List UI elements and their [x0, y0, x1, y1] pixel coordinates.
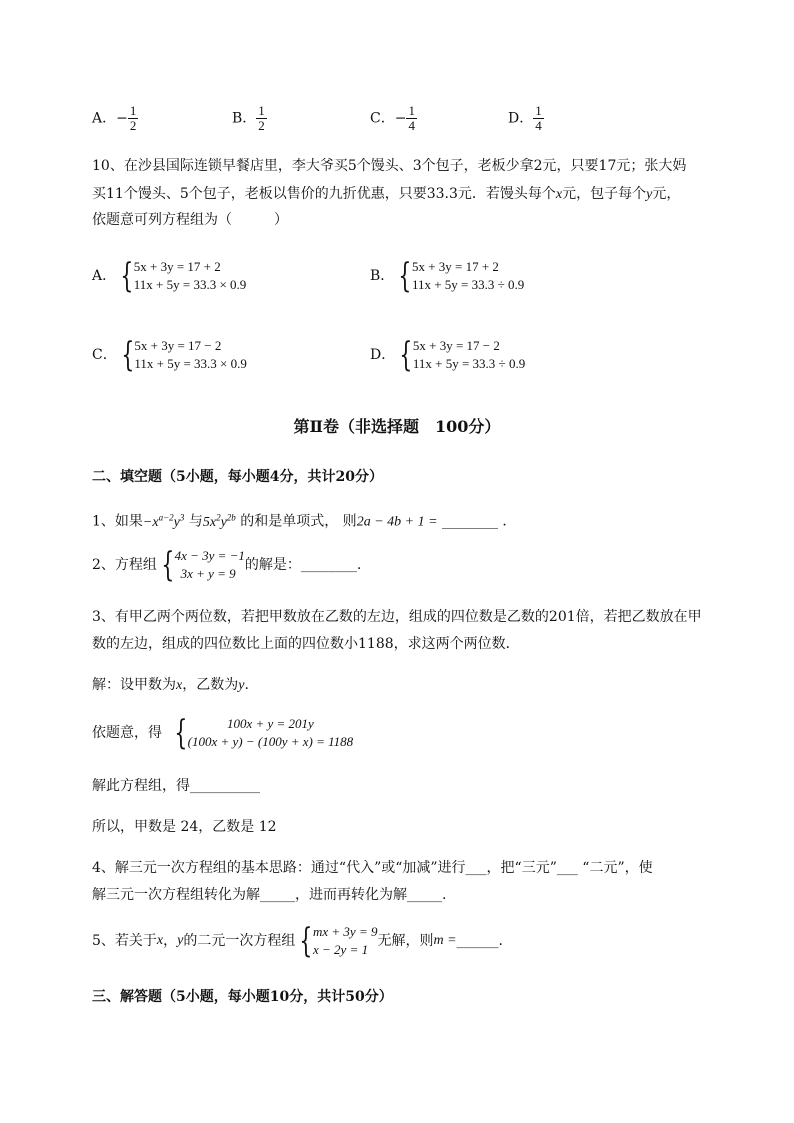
variable-x: x: [176, 678, 183, 693]
exponent: 3: [179, 512, 185, 522]
exponent: a−2: [158, 512, 174, 522]
text: ，: [163, 933, 178, 949]
term-1: [142, 512, 185, 530]
equation-system: [92, 715, 353, 751]
text: 元，: [652, 186, 681, 202]
text: 的和是单项式， 则: [240, 513, 357, 530]
equations: [413, 337, 525, 373]
text: 无解，则: [377, 933, 434, 949]
variable-x: x: [156, 933, 164, 948]
q10-line3: 依题意可列方程组为（ ）: [92, 212, 288, 228]
equation-1: mx + 3y = 9: [313, 924, 378, 939]
equation-system: [92, 258, 246, 294]
fill-question-3-solution: [92, 675, 249, 696]
option-label: C．: [92, 347, 117, 363]
equations: [134, 258, 247, 294]
fill-question-3-system: [92, 715, 353, 751]
text: 1、如果: [92, 513, 143, 530]
q10-option-d: [370, 337, 525, 373]
denominator: 4: [408, 118, 415, 133]
denominator: 2: [258, 118, 265, 133]
text: 依题意，得: [92, 725, 162, 741]
section3-heading: 三、解答题（5小题，每小题10分，共计50分）: [92, 989, 393, 1005]
text: 与: [188, 513, 203, 530]
q10-option-a: [92, 258, 246, 294]
fill-question-1: [92, 507, 516, 533]
equation-system: [370, 337, 525, 373]
brace-icon: {: [398, 256, 412, 296]
denominator: 2: [129, 118, 137, 133]
fill-question-3-line1: 3、有甲乙两个两位数，若把甲数放在乙数的左边，组成的四位数是乙数的201倍，若把乙数放在甲: [92, 609, 702, 625]
equation-1: 100x + y = 201y: [226, 716, 314, 731]
equation-system: [92, 923, 503, 959]
fill-question-3-solve: 解此方程组，得__________: [92, 778, 260, 794]
q10-option-b: [370, 258, 524, 294]
text: .: [244, 677, 249, 693]
base: −x: [142, 514, 159, 530]
q9-option-c: [370, 104, 417, 133]
text: 买11个馒头、5个包子，老板以售价的九折优惠，只要33.3元．若馒头每个: [92, 186, 556, 202]
part2-title: 第Ⅱ卷（非选择题 100分）: [293, 417, 501, 436]
fill-question-4-line2: 解三元一次方程组转化为解_____，进而再转化为解_____.: [92, 887, 447, 903]
option-label: A．: [92, 110, 117, 127]
answer-blank: ________ ．: [437, 513, 517, 530]
base: y: [173, 514, 180, 530]
text: 的解是：________.: [244, 557, 362, 573]
expression: 2a − 4b + 1 =: [356, 514, 438, 530]
equation-2: 3x + y = 9: [180, 566, 236, 581]
option-label: D．: [370, 347, 396, 363]
equation-2: (100x + y) − (100y + x) = 1188: [187, 734, 354, 749]
fraction: [256, 104, 267, 133]
equation-1: 5x + 3y = 17 − 2: [134, 338, 222, 353]
brace-icon: {: [174, 713, 188, 753]
equations: [134, 337, 247, 373]
option-label: B．: [370, 268, 395, 284]
equation-2: 11x + 5y = 33.3 × 0.9: [134, 356, 247, 371]
text: 元，包子每个: [562, 186, 647, 202]
equation-1: 4x − 3y = −1: [174, 548, 245, 563]
q9-option-b: [232, 104, 267, 133]
base: 5x: [202, 514, 217, 530]
equation-system: [92, 337, 247, 373]
term-2: [202, 512, 236, 530]
fill-question-5: [92, 923, 503, 959]
option-label: D．: [508, 110, 534, 127]
equation-1: 5x + 3y = 17 + 2: [133, 259, 221, 274]
fill-question-4-line1: 4、解三元一次方程组的基本思路：通过“代入”或“加减”进行___，把“三元”___ “二元”，使: [92, 860, 653, 876]
variable-m: m =: [433, 933, 457, 948]
fraction: [128, 104, 139, 133]
brace-icon: {: [399, 335, 413, 375]
fraction: [406, 104, 417, 133]
equations: [313, 923, 377, 959]
fill-question-2: [92, 547, 361, 583]
text: 5、若关于: [92, 933, 157, 949]
equation-system: [370, 258, 524, 294]
option-label: A．: [92, 268, 117, 284]
exponent: 2: [216, 512, 221, 522]
equation-system: [92, 547, 361, 583]
text: 2、方程组: [92, 557, 157, 573]
text: 的二元一次方程组: [183, 933, 296, 949]
equation-1: 5x + 3y = 17 − 2: [412, 338, 500, 353]
q9-option-d: [508, 104, 544, 133]
fill-question-3-answer: 所以，甲数是 24，乙数是 12: [92, 819, 277, 835]
variable-y: y: [646, 187, 653, 202]
brace-icon: {: [121, 335, 135, 375]
equation-1: 5x + 3y = 17 + 2: [411, 259, 499, 274]
text: 解：设甲数为: [92, 677, 176, 693]
equation-2: x − 2y = 1: [313, 942, 369, 957]
option-label: C．: [370, 110, 395, 127]
numerator: 1: [535, 103, 542, 118]
equation-2: 11x + 5y = 33.3 ÷ 0.9: [412, 356, 526, 371]
equations: [175, 547, 245, 583]
q10-line1: 10、在沙县国际连锁早餐店里，李大爷买5个馒头、3个包子，老板少拿2元，只要17元；张大妈: [92, 158, 687, 174]
variable-y: y: [238, 678, 245, 693]
q10-line2: [92, 184, 680, 205]
q10-option-c: [92, 337, 247, 373]
minus-sign: −: [394, 110, 407, 127]
section2-heading: 二、填空题（5小题，每小题4分，共计20分）: [92, 469, 383, 485]
variable-x: x: [555, 187, 563, 202]
exponent: 2b: [226, 512, 236, 522]
q9-option-a: [92, 104, 138, 133]
equations: [188, 715, 354, 751]
fraction: [533, 104, 544, 133]
brace-icon: {: [161, 545, 175, 585]
equation-2: 11x + 5y = 33.3 × 0.9: [133, 277, 247, 292]
numerator: 1: [258, 103, 265, 118]
fill-question-3-line2: 数的左边，组成的四位数比上面的四位数小1188，求这两个两位数．: [92, 636, 520, 652]
text: ，乙数为: [182, 677, 239, 693]
numerator: 1: [408, 103, 415, 118]
denominator: 4: [535, 118, 542, 133]
option-label: B．: [232, 110, 257, 127]
answer-blank: ______.: [456, 933, 503, 949]
minus-sign: −: [116, 110, 128, 127]
equation-2: 11x + 5y = 33.3 ÷ 0.9: [411, 277, 525, 292]
variable-y: y: [177, 933, 184, 948]
brace-icon: {: [299, 921, 313, 961]
numerator: 1: [129, 103, 137, 118]
base: y: [220, 514, 227, 530]
brace-icon: {: [120, 256, 134, 296]
equations: [412, 258, 524, 294]
